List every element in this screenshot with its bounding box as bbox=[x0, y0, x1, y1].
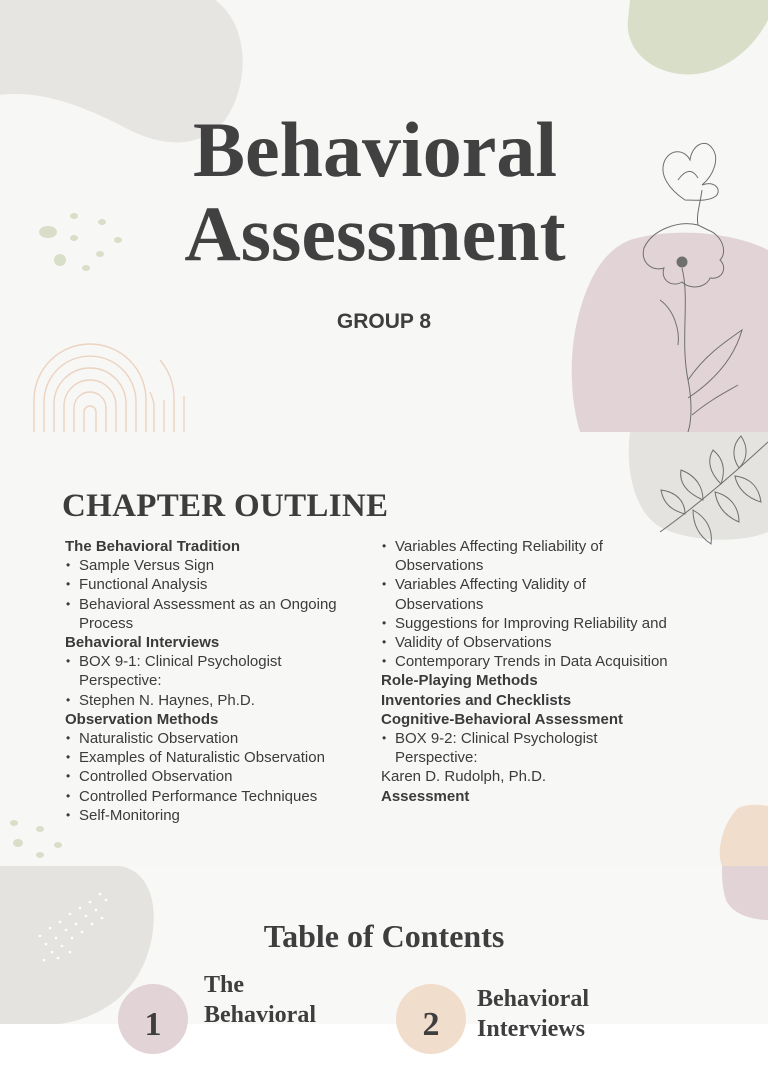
toc-number-2 bbox=[396, 984, 466, 1054]
flower-illustration bbox=[630, 130, 760, 432]
outline-bullet-item: • Sample Versus Sign bbox=[65, 556, 365, 575]
sage-blob-decoration bbox=[620, 0, 768, 80]
outline-bullet-item: • Variables Affecting Reliability of bbox=[381, 537, 701, 556]
outline-heading: Cognitive-Behavioral Assessment bbox=[381, 710, 624, 728]
mauve-blob-decoration bbox=[722, 866, 768, 920]
leaf-branch-illustration bbox=[655, 432, 768, 552]
toc-number-1 bbox=[118, 984, 188, 1054]
slide-subtitle: GROUP 8 bbox=[336, 310, 432, 333]
title-line-2: Assessment bbox=[184, 190, 566, 277]
outline-bullet-item: • Self-Monitoring bbox=[65, 806, 365, 825]
dots-decoration bbox=[4, 817, 64, 857]
outline-heading: Inventories and Checklists bbox=[381, 691, 572, 709]
peach-blob-decoration bbox=[718, 804, 768, 866]
outline-bullet-item: • Naturalistic Observation bbox=[65, 729, 365, 748]
toc-slide bbox=[0, 866, 768, 1043]
toc-item-1-line-2: Behavioral bbox=[204, 1002, 316, 1028]
outline-bullet-continuation: Observations bbox=[395, 595, 484, 613]
outline-bullet-item: • BOX 9-2: Clinical Psychologist bbox=[381, 729, 701, 748]
outline-bullet-item: • Examples of Naturalistic Observation bbox=[65, 748, 365, 767]
toc-number-2-text: 2 bbox=[422, 1006, 440, 1043]
toc-number-1-text: 1 bbox=[144, 1006, 162, 1043]
outline-bullet-continuation: Perspective: bbox=[79, 672, 162, 690]
toc-item-2-label[interactable] bbox=[477, 984, 589, 1044]
outline-bullet-item: • Variables Affecting Validity of bbox=[381, 575, 701, 594]
outline-bullet-item: • Validity of Observations bbox=[381, 633, 701, 652]
title-line-1: Behavioral bbox=[193, 106, 557, 193]
outline-bullet-continuation: Process bbox=[79, 614, 134, 632]
outline-bullet-item: • Contemporary Trends in Data Acquisition bbox=[381, 652, 701, 671]
outline-right-column bbox=[381, 537, 701, 806]
toc-title: Table of Contents bbox=[263, 918, 505, 954]
outline-slide bbox=[0, 432, 768, 866]
dots-decoration bbox=[36, 208, 126, 278]
outline-left-column bbox=[65, 537, 365, 825]
outline-bullet-item: • Controlled Performance Techniques bbox=[65, 787, 365, 806]
outline-heading: Observation Methods bbox=[65, 710, 219, 728]
toc-item-1-label[interactable] bbox=[204, 970, 316, 1030]
outline-heading: Role-Playing Methods bbox=[381, 672, 538, 690]
outline-bullet-item: • Suggestions for Improving Reliability and bbox=[381, 614, 701, 633]
toc-item-2-line-2: Interviews bbox=[477, 1016, 585, 1042]
outline-bullet-item: • Stephen N. Haynes, Ph.D. bbox=[65, 691, 365, 710]
outline-bullet-item: • BOX 9-1: Clinical Psychologist bbox=[65, 652, 365, 671]
rainbow-arcs-decoration bbox=[30, 340, 190, 432]
toc-item-1-line-1: The bbox=[204, 972, 245, 998]
outline-bullet-item: • Functional Analysis bbox=[65, 575, 365, 594]
toc-item-2-line-1: Behavioral bbox=[477, 986, 589, 1012]
outline-bullet-item: • Behavioral Assessment as an Ongoing bbox=[65, 595, 365, 614]
outline-bullet-continuation: Perspective: bbox=[395, 749, 478, 767]
outline-heading: Behavioral Interviews bbox=[65, 634, 220, 652]
outline-heading: The Behavioral Tradition bbox=[65, 538, 241, 555]
slide-title bbox=[150, 108, 600, 276]
outline-heading: Assessment bbox=[381, 787, 470, 805]
title-slide bbox=[0, 0, 768, 432]
outline-text: Karen D. Rudolph, Ph.D. bbox=[381, 768, 547, 786]
outline-bullet-item: • Controlled Observation bbox=[65, 767, 365, 786]
outline-bullet-continuation: Observations bbox=[395, 557, 484, 575]
outline-title: CHAPTER OUTLINE bbox=[62, 488, 389, 524]
